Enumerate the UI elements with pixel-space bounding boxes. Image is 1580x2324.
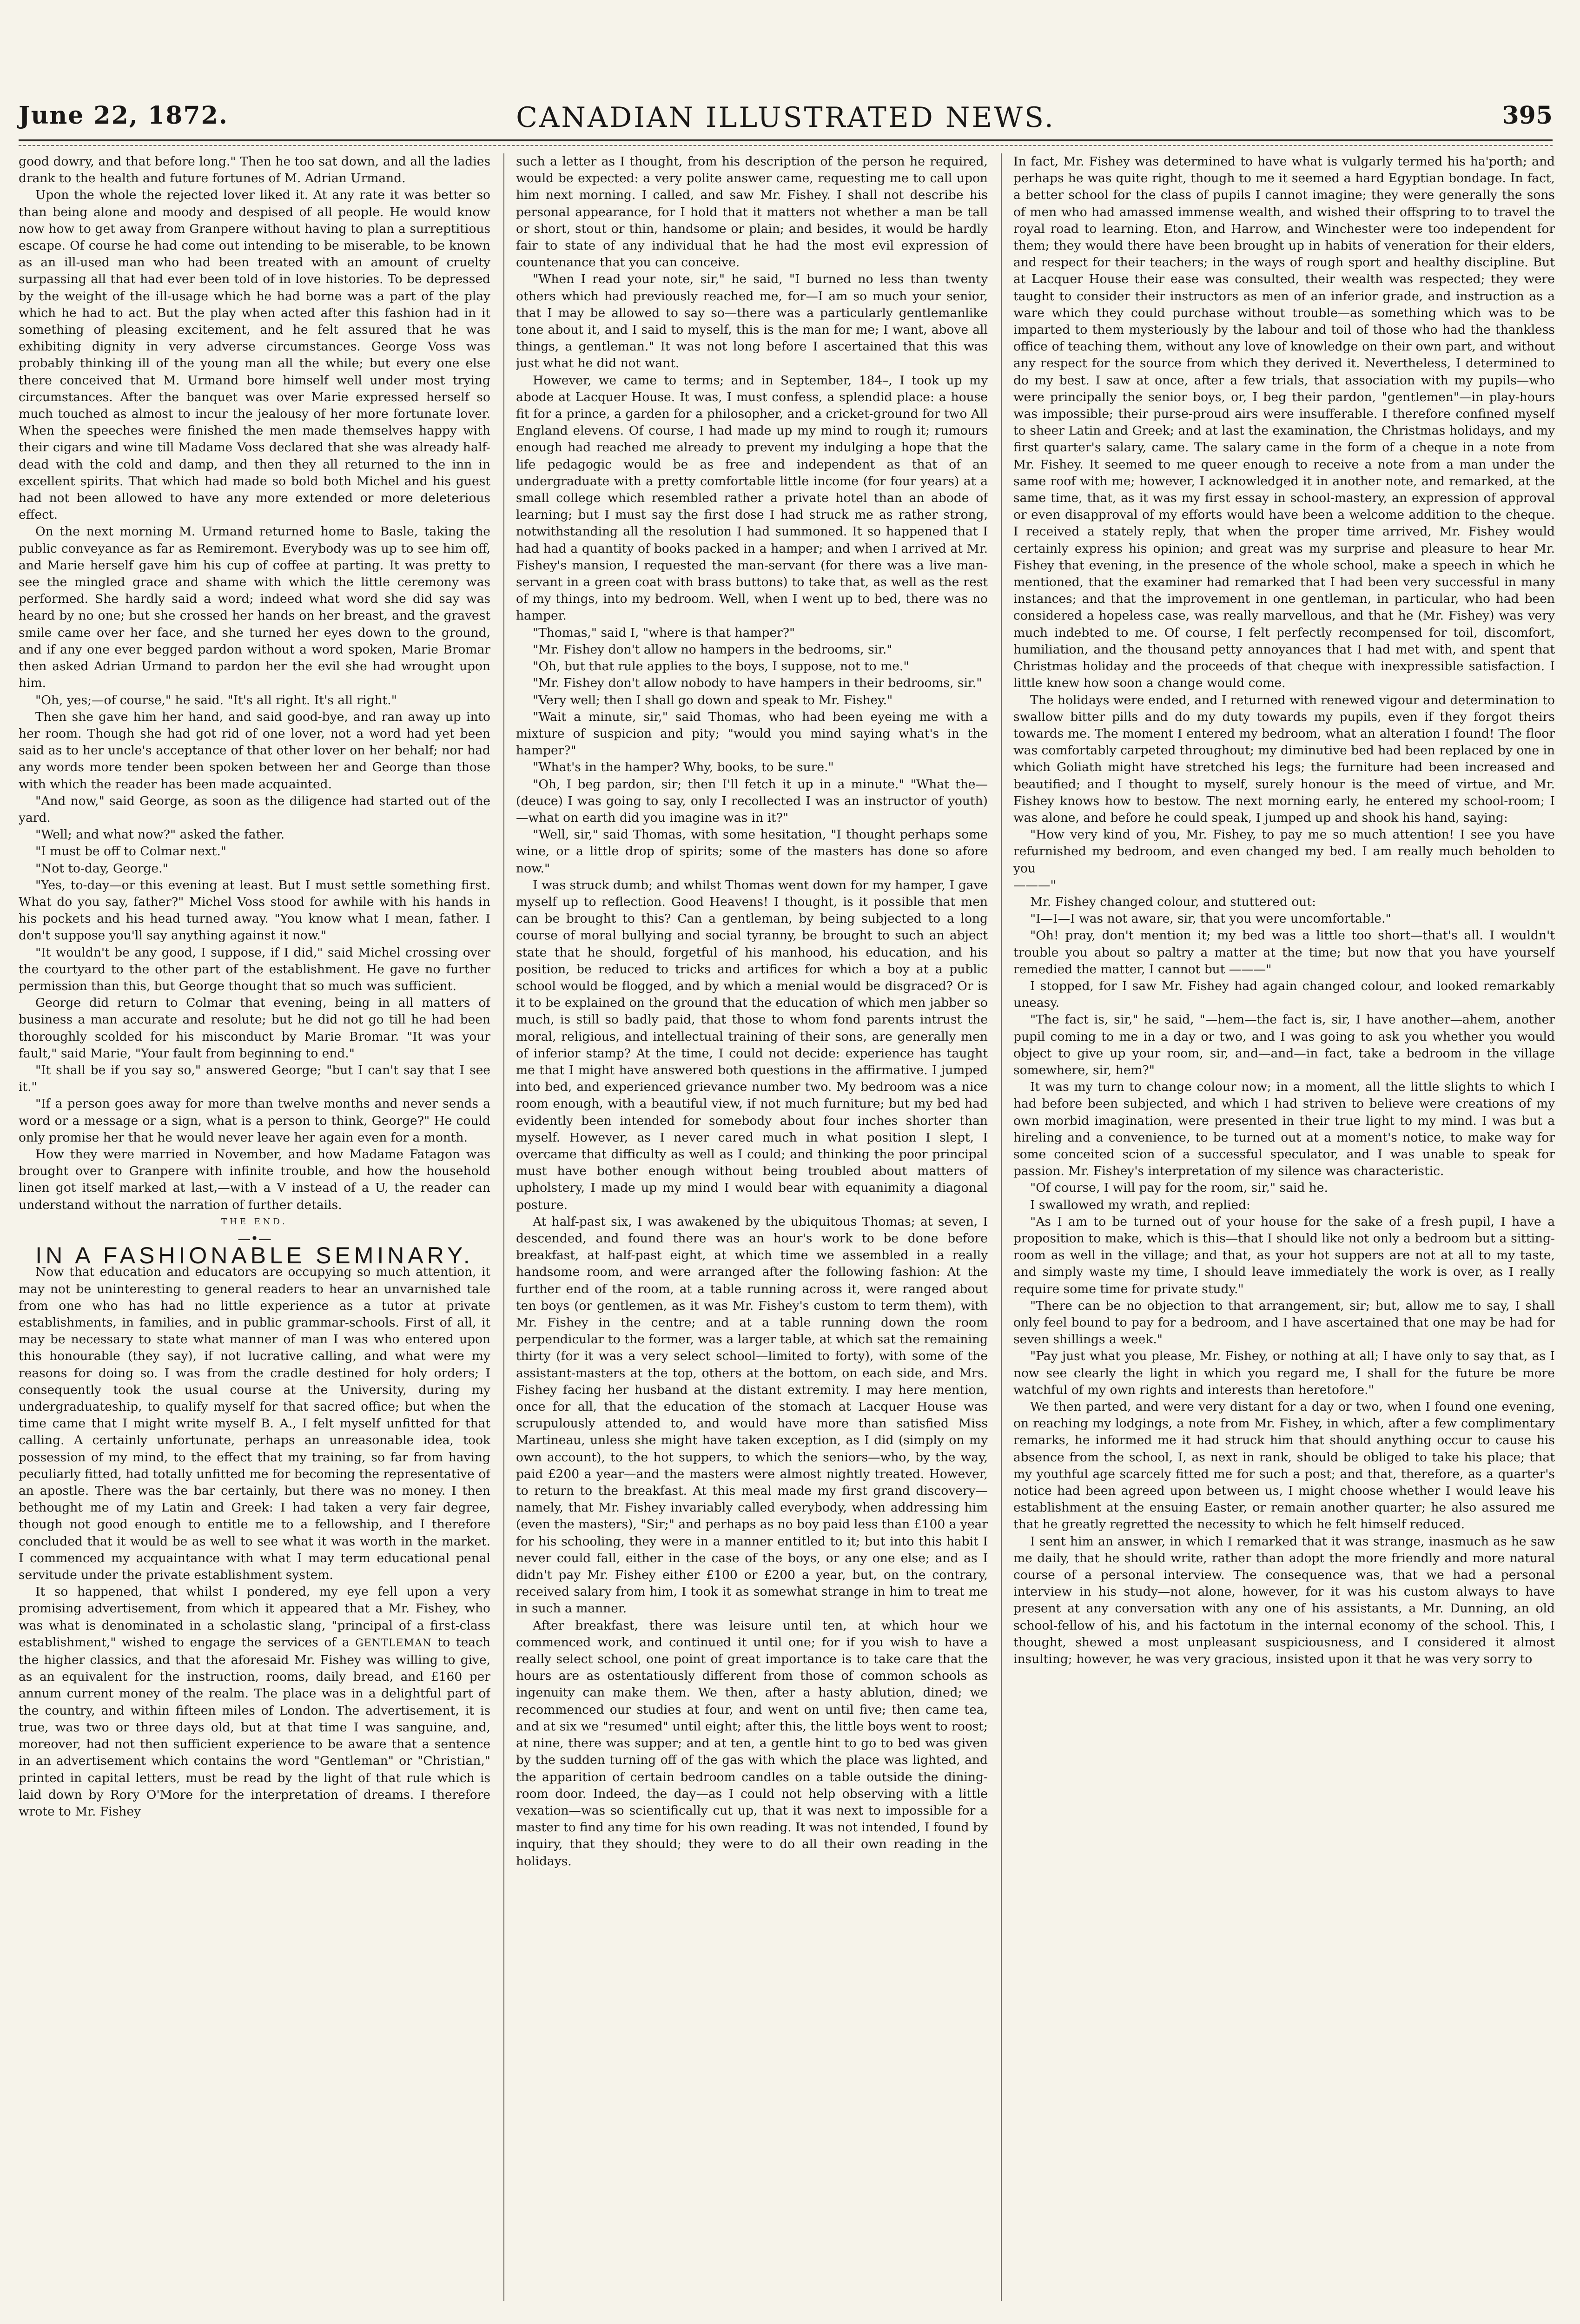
paragraph: We then parted, and were very distant for a day or two, when I found one evening, on reaching my lodgings, a note from Mr. Fishey, in which, after a few complimentary remarks, he informed me it had struck him that should anything occur to cause his absence from the school, I, as next in rank, should be obliged to take his place; that my youthful age scarcely fitted me for such a post; and that, therefore, as a quarter's notice had been agreed upon between us, I might choose whether I would leave his establishment at the ensuing Easter, or remain another quarter; he also assured me that he greatly regretted the necessity to which he felt himself reduced. (1013, 1400, 1555, 1532)
paragraph: On the next morning M. Urmand returned home to Basle, taking the public conveyance as far as Remiremont. Everybody was up to see him off, and Marie herself gave him his cup of coffee at parting. It was pretty to see the mingled grace and shame with which the little ceremony was performed. She hardly said a word; indeed what word she did say was heard by no one; but she crossed her hands on her breast, and the gravest smile came over her face, and she turned her eyes down to the ground, and if any one ever begged pardon without a word spoken, Marie Bromar then asked Adrian Urmand to pardon her the evil she had wrought upon him. (19, 524, 490, 691)
paragraph: How they were married in November, and how Madame Fatagon was brought over to Granpere with infinite trouble, and how the household linen got itself marked at last,—with a V instead of a U, the reader can understand without the narration of further details. (19, 1147, 490, 1212)
paragraph: "It wouldn't be any good, I suppose, if I did," said Michel crossing over the courtyard to the other part of the establishment. He gave no further permission than this, but George thought that so much was sufficient. (19, 945, 490, 993)
paragraph: "Oh, I beg pardon, sir; then I'll fetch it up in a minute." "What the—(deuce) I was going to say, only I recollected I was an instructor of youth)—what on earth did you imagine was in it?" (516, 777, 988, 825)
paragraph (19, 1584, 490, 1820)
article-title: IN A FASHIONABLE SEMINARY. (35, 1242, 474, 1269)
paragraph: "And now," said George, as soon as the diligence had started out of the yard. (19, 793, 490, 825)
paragraph: "Thomas," said I, "where is that hamper?" (533, 625, 795, 640)
paragraph: "Very well; then I shall go down and speak to Mr. Fishey." (533, 693, 893, 707)
text-run: It so happened, that whilst I pondered, my eye fell upon a very promising advertisement, from which it appeared that a Mr. Fishey, who was what is denominated in a scholastic slang, "principal of a first-class establishment," wished to engage the services of a (19, 1585, 490, 1650)
paragraph: "Oh, but that rule applies to the boys, I suppose, not to me." (533, 659, 909, 674)
paragraph: Then she gave him her hand, and said good-bye, and ran away up into her room. Though she had got rid of one lover, not a word had yet been said as to her uncle's acceptance of that other lover on her behalf; nor had any words more tender been spoken between her and George than those with which the reader has been made acquainted. (19, 709, 490, 792)
paragraph: "Pay just what you please, Mr. Fishey, or nothing at all; I have only to say that, as I now see clearly the light in which you regard me, I shall for the future be more watchful of my own rights and interests than heretofore." (1013, 1349, 1555, 1397)
paragraph: "Not to-day, George." (35, 861, 168, 876)
paragraph: It was my turn to change colour now; in a moment, all the little slights to which I had before been subjected, and which I had striven to believe were creations of my own morbid imagination, were presented in their true light to my mind. I was but a hireling and a convenience, to be turned out at a moment's notice, to make way for some conceited scion of a successful speculator, and I was unable to speak for passion. Mr. Fishey's interpretation of my silence was characteristic. (1013, 1080, 1555, 1179)
paragraph: "The fact is, sir," he said, "—hem—the fact is, sir, I have another—ahem, another pupil coming to me in a day or two, and I was going to ask you whether you would object to give up your room, sir, and—and—in fact, take a bedroom in the village somewhere, sir, hem?" (1013, 1012, 1555, 1077)
text-run: to teach the higher classics, and that the aforesaid Mr. Fishey was willing to give, as an equivalent for the instruction, rooms, daily bread, and £160 per annum current money of the realm. The place was in a delightful part of the country, and within fifteen miles of London. The advertisement, it is true, was two or three days old, but at that time I was sanguine, and, moreover, had not then sufficient experience to be aware that a sentence in an advertisement which contains the word "Gentleman" or "Christian," printed in capital letters, must be read by the light of that rule which is laid down by Rory O'More for the interpretation of dreams. I therefore wrote to Mr. Fishey (19, 1635, 490, 1819)
column-divider (1001, 153, 1002, 2301)
paragraph: "Mr. Fishey don't allow nobody to have hampers in their bedrooms, sir." (533, 676, 982, 691)
paragraph: "As I am to be turned out of your house for the sake of a fresh pupil, I have a proposition to make, which is this—that I should like not only a bedroom but a sitting-room as well in the village; and that, as your hot suppers are not at all to my taste, and simply waste my time, I should leave immediately the work is over, as I really require some time for private study." (1013, 1214, 1555, 1296)
the-end-label: THE END. (221, 1216, 288, 1227)
paragraph: I swallowed my wrath, and replied: (1030, 1197, 1250, 1212)
paragraph: "If a person goes away for more than twelve months and never sends a word or a message or a sign, what is a person to think, George?" He could only promise her that he would never leave her again even for a month. (19, 1096, 490, 1145)
paragraph: "I—I—I was not aware, sir, that you were uncomfortable." (1030, 911, 1391, 926)
paragraph: After breakfast, there was leisure until ten, at which hour we commenced work, and continued it until one; for if you wish to have a really select school, one point of great importance is to take care that the hours are as ostentatiously different from those of common schools as ingenuity can make them. We then, after a hasty ablution, dined; we recommenced our studies at four, and went on until five; then came tea, and at six we "resumed" until eight; after this, the little boys went to roost; at nine, there was supper; and at ten, a gentle hint to go to bed was given by the sudden turning off of the gas with which the place was lighted, and the apparition of certain bedroom candles on a table outside the dining-room door. Indeed, the day—as I could not help observing with a little vexation—was so scientifically cut up, that it was next to impossible for a master to find any time for his own reading. It was not intended, I found by inquiry, that they should; they were to do all their own reading in the holidays. (516, 1618, 988, 1868)
header-rule (19, 139, 1553, 146)
paragraph: "It shall be if you say so," answered George; "but I can't say that I see it." (19, 1063, 490, 1095)
paragraph: "Well; and what now?" asked the father. (35, 827, 285, 842)
column-divider (503, 153, 504, 2301)
paragraph: "I must be off to Colmar next." (35, 844, 226, 859)
ornament-divider: —•— (238, 1231, 271, 1246)
page-number: 395 (1502, 101, 1553, 130)
small-caps-word: GENTLEMAN (355, 1637, 432, 1649)
paragraph: "Oh! pray, don't mention it; my bed was a little too short—that's all. I wouldn't trouble you about so paltry a matter at the time; but now that you have yourself remedied the matter, I cannot but ———" (1013, 928, 1555, 977)
paragraph: "What's in the hamper? Why, books, to be sure." (533, 760, 834, 775)
paragraph: I sent him an answer, in which I remarked that it was strange, inasmuch as he saw me daily, that he should write, rather than adopt the more friendly and more natural course of a personal interview. The consequence was, that we had a personal interview in his study—not alone, however, for it was his custom always to have present at any conversation with any one of his assistants, a Mr. Dunning, an old school-fellow of his, and his factotum in the internal economy of the school. This, I thought, shewed a most unpleasant suspiciousness, and I considered it almost insulting; however, he was very gracious, insisted upon it that he was very sorry to (1013, 1534, 1555, 1667)
paragraph: "How very kind of you, Mr. Fishey, to pay me so much attention! I see you have refurnished my bedroom, and even changed my bed. I am really much beholden to you (1013, 827, 1555, 876)
paragraph: such a letter as I thought, from his description of the person he required, would be expected: a very polite answer came, requesting me to call upon him next morning. I called, and saw Mr. Fishey. I shall not describe his personal appearance, for I hold that it matters not whether a man be tall or short, stout or thin, handsome or plain; and besides, it would be hardly fair to state of any individual that he had the most evil expression of countenance that you can conceive. (516, 154, 988, 270)
paragraph: At half-past six, I was awakened by the ubiquitous Thomas; at seven, I descended, and found there was an hour's work to be done before breakfast, at half-past eight, at which time we assembled in a really handsome room, and were arranged after the following fashion: At the further end of the room, at a table running across it, were ranged about ten boys (or gentlemen, as it was Mr. Fishey's custom to term them), with Mr. Fishey in the centre; and at a table running down the room perpendicular to the former, was a larger table, at which sat the remaining thirty (for it was a very select school—limited to forty), with some of the assistant-masters at the top, others at the bottom, on each side, and Mrs. Fishey facing her husband at the distant extremity. I may here mention, once for all, that the education of the stomach at Lacquer House was scrupulously attended to, and would have more than satisfied Miss Martineau, unless she might have taken exception, as I did (simply on my own account), to the hot suppers, to which the seniors—who, by the way, paid £200 a year—and the masters were almost nightly treated. However, to return to the breakfast. At this meal made my first grand discovery—namely, that Mr. Fishey invariably called everybody, when addressing him (even the masters), "Sir;" and perhaps as no boy paid less than £100 a year for his schooling, they were in a manner entitled to it; but into this habit I never could fall, either in the case of the boys, or any one else; and as I didn't pay Mr. Fishey either £100 or £200 a year, but, on the contrary, received salary from him, I took it as somewhat strange in him to treat me in such a manner. (516, 1214, 988, 1616)
paragraph: "Wait a minute, sir," said Thomas, who had been eyeing me with a mixture of suspicion and pity; "would you mind saying what's in the hamper?" (516, 709, 988, 758)
header-date: June 22, 1872. (19, 101, 228, 130)
column-2 (516, 153, 988, 2301)
column-1 (19, 153, 490, 2301)
paragraph: "Of course, I will pay for the room, sir," said he. (1030, 1181, 1328, 1195)
paragraph: "Mr. Fishey don't allow no hampers in the bedrooms, sir." (533, 642, 892, 657)
paragraph: "Yes, to-day—or this evening at least. But I must settle something first. What do you say, father?" Michel Voss stood for awhile with his hands in his pockets and his head turned away. "You know what I mean, father. I don't suppose you'll say anything against it now." (19, 878, 490, 943)
paragraph: Upon the whole the rejected lover liked it. At any rate it was better so than being alone and moody and despised of all people. He would know now how to get away from Granpere without having to plan a surreptitious escape. Of course he had come out intending to be miserable, to be known as an ill-used man who had been treated with an amount of cruelty surpassing all that had ever been told of in love histories. To be depressed by the weight of the ill-usage which he had borne was a part of the play which he had to act. But the play when acted after this fashion had in it something of pleasing excitement, and he felt assured that he was exhibiting dignity in very adverse circumstances. George Voss was probably thinking ill of the young man all the while; but every one else there conceived that M. Urmand bore himself well under most trying circumstances. After the banquet was over Marie expressed herself so much touched as almost to incur the jealousy of her more fortunate lover. When the speeches were finished the men made themselves happy with their cigars and wine till Madame Voss declared that she was already half-dead with the cold and damp, and then they all returned to the inn in excellent spirits. That which had made so bold both Michel and his guest had not been allowed to have any more extended or more deleterious effect. (19, 188, 490, 522)
paragraph: ———" (1013, 878, 1056, 892)
paragraph: Now that education and educators are occupying so much attention, it may not be uninteresting to general readers to hear an unvarnished tale from one who has had no little experience as a tutor at private establishments, in families, and in public grammar-schools. First of all, it may be necessary to state what manner of man I was who entered upon this honourable (they say), if not lucrative calling, and what were my reasons for doing so. I was from the cradle destined for holy orders; I consequently took the usual course at the University, during my undergraduateship, to qualify myself for that sacred office; but when the time came that I might write myself B. A., I felt myself unfitted for that calling. A certainly unfortunate, perhaps an unreasonable idea, took possession of my mind, to the effect that my training, so far from having peculiarly fitted, had totally unfitted me for becoming the representative of an apostle. There was the bar certainly, but there was no money. I then bethought me of my Latin and Greek: I had taken a very fair degree, though not good enough to entitle me to a fellowship, and I therefore concluded that it would be as well to see what it was worth in the market. I commenced my acquaintance with what I may term educational penal servitude under the private establishment system. (19, 1265, 490, 1583)
paragraph: I stopped, for I saw Mr. Fishey had again changed colour, and looked remarkably uneasy. (1013, 978, 1555, 1010)
paragraph: "When I read your note, sir," he said, "I burned no less than twenty others which had previously reached me, for—I am so much your senior, that I may be allowed to say so—there was a particularly gentlemanlike tone about it, and I said to myself, this is the man for me; I want, above all things, a gentleman." It was not long before I ascertained that this was just what he did not want. (516, 272, 988, 371)
paragraph: George did return to Colmar that evening, being in all matters of business a man accurate and resolute; but he did not go till he had been thoroughly scolded for his misconduct by Marie Bromar. "It was your fault," said Marie, "Your fault from beginning to end." (19, 996, 490, 1061)
paragraph: good dowry, and that before long." Then he too sat down, and all the ladies drank to the health and future fortunes of M. Adrian Urmand. (19, 154, 490, 186)
paragraph: Mr. Fishey changed colour, and stuttered out: (1030, 894, 1316, 909)
paragraph: I was struck dumb; and whilst Thomas went down for my hamper, I gave myself up to reflection. Good Heavens! I thought, is it possible that men can be brought to this? Can a gentleman, by being subjected to a long course of moral bullying and social tyranny, be brought to such an abject state that he should, forgetful of his manhood, his education, and his position, be reduced to tricks and artifices for which a boy at a public school would be flogged, and by which a menial would be disgraced? Or is it to be explained on the ground that the education of which men jabber so much, is still so badly paid, that those to whom fond parents intrust the moral, religious, and intellectual training of their sons, are generally men of inferior stamp? At the time, I could not decide: experience has taught me that I might have answered both questions in the affirmative. I jumped into bed, and experienced grievance number two. My bedroom was a nice room enough, with a beautiful view, if not much furniture; but my bed had evidently been intended for somebody about four inches shorter than myself. However, as I never cared much in what position I slept, I overcame that difficulty as well as I could; and thinking the poor principal must have bother enough without being troubled about matters of upholstery, I made up my mind I would bear with equanimity a diagonal posture. (516, 878, 988, 1212)
column-3 (1013, 153, 1555, 2301)
paragraph: "Well, sir," said Thomas, with some hesitation, "I thought perhaps some wine, or a little drop of spirits; some of the masters has done so afore now." (516, 827, 988, 876)
paragraph: However, we came to terms; and in September, 184–, I took up my abode at Lacquer House. It was, I must confess, a splendid place: a house fit for a prince, a garden for a philosopher, and a cricket-ground for two All England elevens. Of course, I had made up my mind to rough it; rumours enough had reached me already to prevent my indulging a hope that the life pedagogic would be as free and independent as that of an undergraduate with a pretty comfortable little income (for four years) at a small college which resembled rather a private hotel than an abode of learning; but I must say the first dose I had struck me as rather strong, notwithstanding all the resolution I had summoned. It so happened that I had had a quantity of books packed in a hamper; and when I arrived at Mr. Fishey's mansion, I requested the man-servant (for there was a live man-servant in a green coat with brass buttons) to take that, as well as the rest of my things, into my bedroom. Well, when I went up to bed, there was no hamper. (516, 373, 988, 623)
paragraph: "Oh, yes;—of course," he said. "It's all right. It's all right." (35, 693, 397, 707)
paragraph: In fact, Mr. Fishey was determined to have what is vulgarly termed his ha'porth; and perhaps he was quite right, though to me it seemed a hard Egyptian bondage. In fact, a better school for the class of pupils I cannot imagine; they were generally the sons of men who had amassed immense wealth, and wished their offspring to to travel the royal road to learning. Eton, and Harrow, and Winchester were too independent for them; they would there have been brought up in habits of veneration for their elders, and respect for their teachers; in the ways of rough sport and healthy discipline. But at Lacquer House their ease was consulted, their wealth was respected; they were taught to consider their instructors as men of an inferior grade, and instruction as a ware which they could purchase without trouble—as something which was to be imparted to them mysteriously by the labour and toil of those who had the thankless office of teaching them, without any love of knowledge on their own part, and without any respect for the source from which they derived it. Nevertheless, I determined to do my best. I saw at once, after a few trials, that association with my pupils—who were principally the senior boys, or, I beg their pardon, "gentlemen"—in play-hours was impossible; their purse-proud airs were insufferable. I therefore confined myself to sheer Latin and Greek; and at last the examination, the Christmas holidays, and my first quarter's salary, came. The salary came in the form of a cheque in a note from Mr. Fishey. It seemed to me queer enough to receive a note from a man under the same roof with me; however, I acknowledged it in another note, and remarked, at the same time, that, as it was my first essay in school-mastery, an expression of approval or even disapproval of my efforts would have been a welcome addition to the cheque. I received a stately reply, that when the proper time arrived, Mr. Fishey would certainly express his opinion; and great was my surprise and pleasure to hear Mr. Fishey that evening, in the presence of the whole school, make a speech in which he mentioned, that the examiner had remarked that I had been very successful in many instances; and that the improvement in one gentleman, in particular, who had been considered a hopeless case, was really marvellous, and that he (Mr. Fishey) was very much indebted to me. Of course, I felt perfectly recompensed for toil, discomfort, humiliation, and the thousand petty annoyances that I had met with, and spent that Christmas holiday and the proceeds of that cheque with inexpressible satisfaction. I little knew how soon a change would come. (1013, 154, 1555, 691)
paragraph: The holidays were ended, and I returned with renewed vigour and determination to swallow bitter pills and do my duty towards my pupils, even if they forgot theirs towards me. The moment I entered my bedroom, what an alteration I found! The floor was comfortably carpeted throughout; my diminutive bed had been replaced by one in which Goliath might have stretched his legs; the furniture had been increased and beautified; and I thought to myself, surely honour is the meed of virtue, and Mr. Fishey knows how to bestow. The next morning early, he entered my school-room; I was alone, and before he could speak, I jumped up and shook his hand, saying: (1013, 693, 1555, 825)
masthead-title: CANADIAN ILLUSTRATED NEWS. (516, 101, 1055, 134)
page-header (19, 101, 1553, 143)
paragraph: "There can be no objection to that arrangement, sir; but, allow me to say, I shall only feel bound to pay for a bedroom, and I have ascertained that one may be had for seven shillings a week." (1013, 1298, 1555, 1347)
